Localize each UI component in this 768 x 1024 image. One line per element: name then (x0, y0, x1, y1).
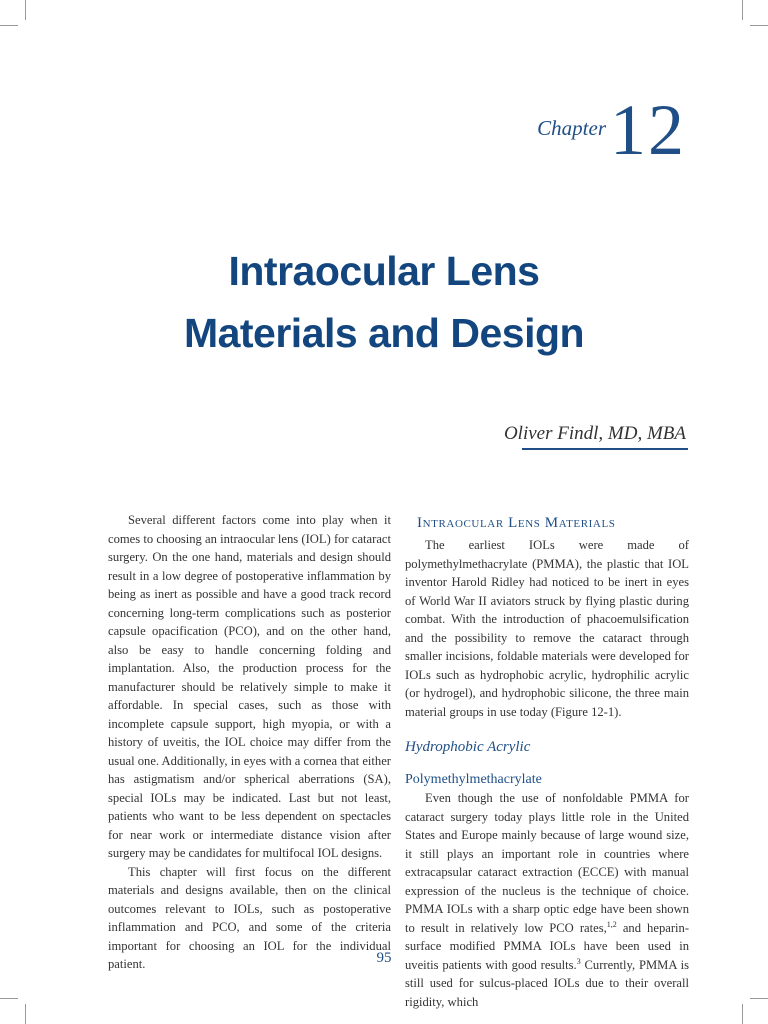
subsubsection-heading: Polymethylmethacrylate (405, 772, 542, 787)
crop-mark-bottom-left-h (0, 998, 18, 999)
left-column (108, 511, 391, 974)
chapter-title-line-2: Materials and Design (183, 310, 585, 356)
section-heading: Intraocular Lens Materials (417, 515, 616, 531)
pmma-text-a: Even though the use of nonfoldable PMMA for cataract surgery today plays little role in the United States and Europe mainly because of large wound size, it still plays an important role in countries where extracapsular cataract extraction (ECCE) with manual expression of the nucleus is the technique of choice. PMMA IOLs with a sharp optic edge have been shown to result in relatively low PCO rates, (405, 791, 689, 935)
chapter-label: Chapter (537, 116, 606, 140)
chapter-number: 12 (610, 90, 686, 170)
citation-3: 3 (576, 956, 581, 966)
intro-paragraph-2: This chapter will first focus on the different materials and designs available, then on the clinical outcomes relevant to IOLs, such as postoperative inflammation and PCO, and some of the criteria important for choosing an IOL for the individual patient. (108, 864, 391, 971)
crop-mark-bottom-left (25, 1004, 26, 1024)
intro-paragraph-1: Several different factors come into play when it comes to choosing an intraocular lens (IOL) for cataract surgery. On the one hand, materials and design should result in a low degree of postoperative inflammation by being as inert as possible and have a good track record concerning long-term complications such as posterior capsule opacification (PCO), and on the other hand, also be easy to handle concerning folding and implantation. Also, the production process for the manufacturer should be relatively simple to make it affordable. In special cases, such as those with incomplete capsule support, high myopia, or with a history of uveitis, the IOL choice may differ from the usual one. Additionally, in eyes with a cornea that either has astigmatism and/or spherical aberrations (SA), special IOLs may be indicated. Last but not least, patients who want to be less dependent on spectacles for near work or intermediate distance vision after surgery may be candidates for multifocal IOL designs. (108, 513, 391, 860)
crop-mark-top-left-h (0, 25, 18, 26)
materials-paragraph: The earliest IOLs were made of polymethylmethacrylate (PMMA), the plastic that IOL inventor Harold Ridley had noticed to be inert in eyes of World War II aviators struck by flying plastic during combat. With the introduction of phacoemulsification and the possibility to remove the cataract through smaller incisions, foldable materials were developed for IOLs such as hydrophobic acrylic, hydrophilic acrylic (or hydrogel), and hydrophobic silicone, the three main material groups in use today (Figure 12-1). (405, 538, 689, 719)
pmma-paragraph (405, 789, 689, 1011)
author-underline (522, 448, 688, 450)
chapter-title-line-1: Intraocular Lens (228, 248, 540, 294)
right-column (405, 512, 689, 1011)
subsection-heading: Hydrophobic Acrylic (405, 739, 531, 755)
chapter-title (0, 240, 768, 364)
pmma-text-b: and heparin-surface modified PMMA IOLs have been used in uveitis patients with good results. (405, 920, 690, 972)
author-name: Oliver Findl, MD, MBA (503, 423, 686, 444)
pmma-text-c: Currently, PMMA is still used for sulcus-placed IOLs due to their overall rigidity, which (405, 957, 689, 1009)
crop-mark-top-right (742, 0, 743, 20)
crop-mark-top-right-h (750, 25, 768, 26)
crop-mark-bottom-right (742, 1004, 743, 1024)
crop-mark-top-left (25, 0, 26, 20)
citation-1-2: 1,2 (606, 919, 617, 929)
page-number: 95 (376, 950, 392, 966)
crop-mark-bottom-right-h (750, 998, 768, 999)
